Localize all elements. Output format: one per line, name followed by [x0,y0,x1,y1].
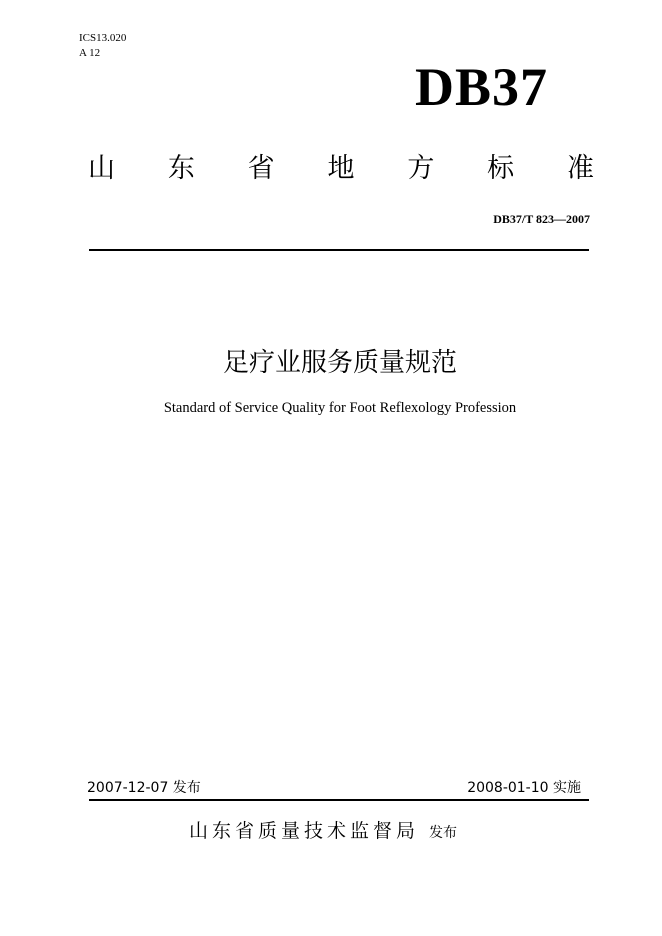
title-chinese: 足疗业服务质量规范 [222,348,457,378]
footer-divider [89,799,589,801]
standard-kind-char: 山 [88,153,115,184]
ics-code: ICS13.020 [79,32,127,44]
db-code-logo: DB37 [415,57,549,117]
ccs-code: A 12 [79,47,101,59]
standard-kind-char: 东 [167,153,195,184]
standard-kind-char: 方 [407,153,435,184]
standard-number: DB37/T 823—2007 [493,212,590,226]
standard-kind-char: 标 [487,153,515,184]
title-english: Standard of Service Quality for Foot Reflexology Profession [163,400,517,416]
issuer-suffix: 发布 [429,825,458,841]
implement-date: 2008-01-10 实施 [467,780,581,796]
issuer-line [189,819,457,843]
issue-date: 2007-12-07 发布 [87,780,201,796]
header-divider [89,249,589,251]
issuer-name: 山东省质量技术监督局 [189,820,420,842]
standard-kind-char: 省 [247,153,275,184]
standard-kind-char: 地 [327,153,355,184]
standard-kind-char: 准 [566,153,594,184]
standard-kind [88,152,594,186]
